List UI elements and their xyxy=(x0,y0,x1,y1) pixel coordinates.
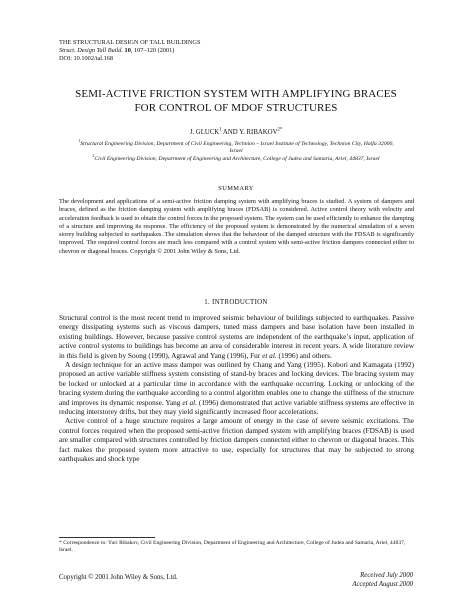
accepted-date: Accepted August 2000 xyxy=(352,581,413,588)
affiliation-2: $^2$Civil Engineering Division, Department of Engineering and Architecture, College of Judea and Samaria, Ariel, 44837, Israel xyxy=(92,153,380,162)
dates-block xyxy=(352,571,413,589)
affiliation-1: $^1$Structural Engineering Division, Department of Civil Engineering, Technion – Israel Institute of Technology, Technion City, Haifa 32000, Israel xyxy=(78,138,394,155)
citation-journal: Struct. Design Tall Build. xyxy=(59,46,123,54)
author-1-affil-mark: 1 xyxy=(219,127,222,133)
summary-text: The development and applications of a semi-active friction damping system with amplifying braces is studied. A system of dampers and braces, defined as the friction damping system with amplifying braces (FDSAB) is considered. Active control theory with velocity and acceleration feedback is used to obtain the control forces in the proposed system. The system can be used efficiently to enhance the damping of a structure and improving its response. The efficiency of the proposed system is demonstrated by the numerical simulation of a seven storey building subjected to earthquakes. The simulation shows that the behaviour of the damped structure with the FDSAB is significantly improved. The required control forces are much less compared with a control system with semi-active friction dampers connected either to chevron or diagonal braces. Copyright © 2001 John Wiley & Sons, Ltd. xyxy=(59,198,414,255)
correspondence-mark: * xyxy=(279,127,283,133)
journal-title: THE STRUCTURAL DESIGN OF TALL BUILDINGS xyxy=(59,39,201,46)
summary-heading: SUMMARY xyxy=(218,185,254,192)
paragraph-2: A design technique for an active mass damper was outlined by Chang and Yang (1995). Kobori and Kamagata (1992) proposed an active variable stiffness system consisting of stand-by braces and locking devices. The bracing system may be locked or unlocked at a particular time in accordance with the earthquake occurring. Locking or unlocking of the bracing system during the earthquake according to a control algorithm enables one to change the stiffness of the structure and improves its dynamic response. Yang et al. (1996) demonstrated that active variable stiffness systems are effective in reducing interstorey drifts, but they may yield significantly increased floor accelerations. xyxy=(59,360,414,417)
author-1: J. GLUCK xyxy=(189,129,220,136)
copyright-notice: Copyright © 2001 John Wiley & Sons, Ltd. xyxy=(59,574,178,581)
footnote-rule xyxy=(59,537,155,538)
title-line-1: SEMI-ACTIVE FRICTION SYSTEM WITH AMPLIFYING BRACES xyxy=(75,88,397,100)
citation-line xyxy=(59,47,200,55)
paragraph-3: Active control of a huge structure requires a large amount of energy in the case of severe seismic excitations. The control forces required when the proposed semi-active friction damped system with amplifying braces (FDSAB) is used are smaller compared with structures controlled by friction dampers connected either to chevron or diagonal braces. This fact makes the proposed system more attractive to use, especially for structures that may be subjected to strong earthquakes and shock type xyxy=(59,416,414,464)
author-line xyxy=(40,128,432,137)
title-line-2: FOR CONTROL OF MDOF STRUCTURES xyxy=(134,102,338,114)
footnote: * Correspondence to: Yuri Ribakov, Civil Engineering Division, Department of Engineering and Architecture, College of Judea and Samaria, Ariel, 44837, Israel. xyxy=(59,540,406,554)
author-joiner: AND Y. RIBAKOV xyxy=(221,129,278,136)
introduction-body xyxy=(59,313,414,464)
section-heading-introduction: 1. INTRODUCTION xyxy=(204,299,268,306)
author-2-affil-mark: 2* xyxy=(277,127,283,133)
citation-volume: 10 xyxy=(124,46,131,54)
citation-pages: , 107–120 (2001) xyxy=(130,46,175,54)
running-header xyxy=(59,39,200,62)
paper-title xyxy=(40,87,432,115)
doi: DOI: 10.1002/tal.168 xyxy=(59,54,114,62)
paragraph-1: Structural control is the most recent trend to improved seismic behaviour of buildings subjected to earthquakes. Passive energy dissipating systems such as viscous dampers, tuned mass dampers and base isolation have been installed in existing buildings. However, because passive control systems are independent of the earthquake’s input, application of active control systems to buildings has become an area of considerable interest in recent years. A wide literature review in this field is given by Soong (1990), Agrawal and Yang (1996), Fur et al. (1996) and others. xyxy=(59,313,414,360)
affiliations xyxy=(72,138,400,164)
received-date: Received July 2000 xyxy=(360,572,413,579)
